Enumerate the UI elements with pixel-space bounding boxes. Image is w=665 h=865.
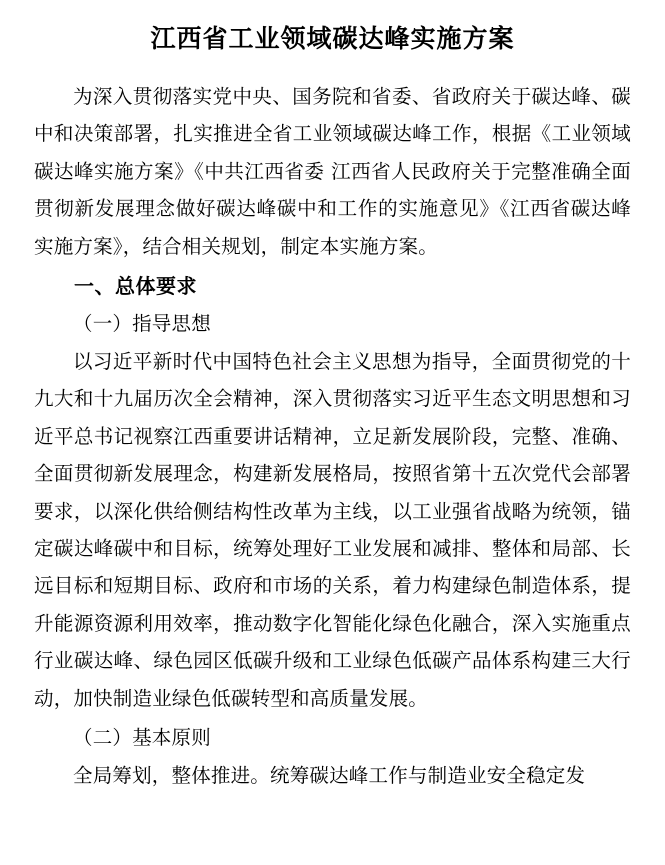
paragraph-basic-principles-body: 全局筹划，整体推进。统筹碳达峰工作与制造业安全稳定发 bbox=[73, 763, 586, 787]
paragraph-guiding-ideology-body: 以习近平新时代中国特色社会主义思想为指导，全面贯彻党的十九大和十九届历次全会精神，深入贯彻落实习近平生态文明思想和习近平总书记视察江西重要讲话精神，立足新发展阶段，完整、准确、全面贯彻新发展理念，构建新发展格局，按照省第十五次党代会部署要求，以深化供给侧结构性改革为主线，以工业强省战略为统领，锚定碳达峰碳中和目标，统筹处理好工业发展和减排、整体和局部、长远目标和短期目标、政府和市场的关系，着力构建绿色制造体系，提升能源资源利用效率，推动数字化智能化绿色化融合，深入实施重点行业碳达峰、绿色园区低碳升级和工业绿色低碳产品体系构建三大行动，加快制造业绿色低碳转型和高质量发展。 bbox=[34, 349, 631, 710]
page-title: 江西省工业领域碳达峰实施方案 bbox=[150, 24, 515, 53]
heading-overall-requirements: 一、总体要求 bbox=[74, 273, 197, 298]
heading-basic-principles: （二）基本原则 bbox=[73, 726, 211, 750]
paragraph-background: 为深入贯彻落实党中央、国务院和省委、省政府关于碳达峰、碳中和决策部署，扎实推进全省工业领域碳达峰工作，根据《工业领域碳达峰实施方案》《中共江西省委 江西省人民政府关于完整准确全面贯彻新发展理念做好碳达峰碳中和工作的实施意见》《江西省碳达峰实施方案》，结合相关规划，制定本实施方案。 bbox=[34, 84, 631, 258]
heading-guiding-ideology: （一）指导思想 bbox=[73, 312, 211, 336]
